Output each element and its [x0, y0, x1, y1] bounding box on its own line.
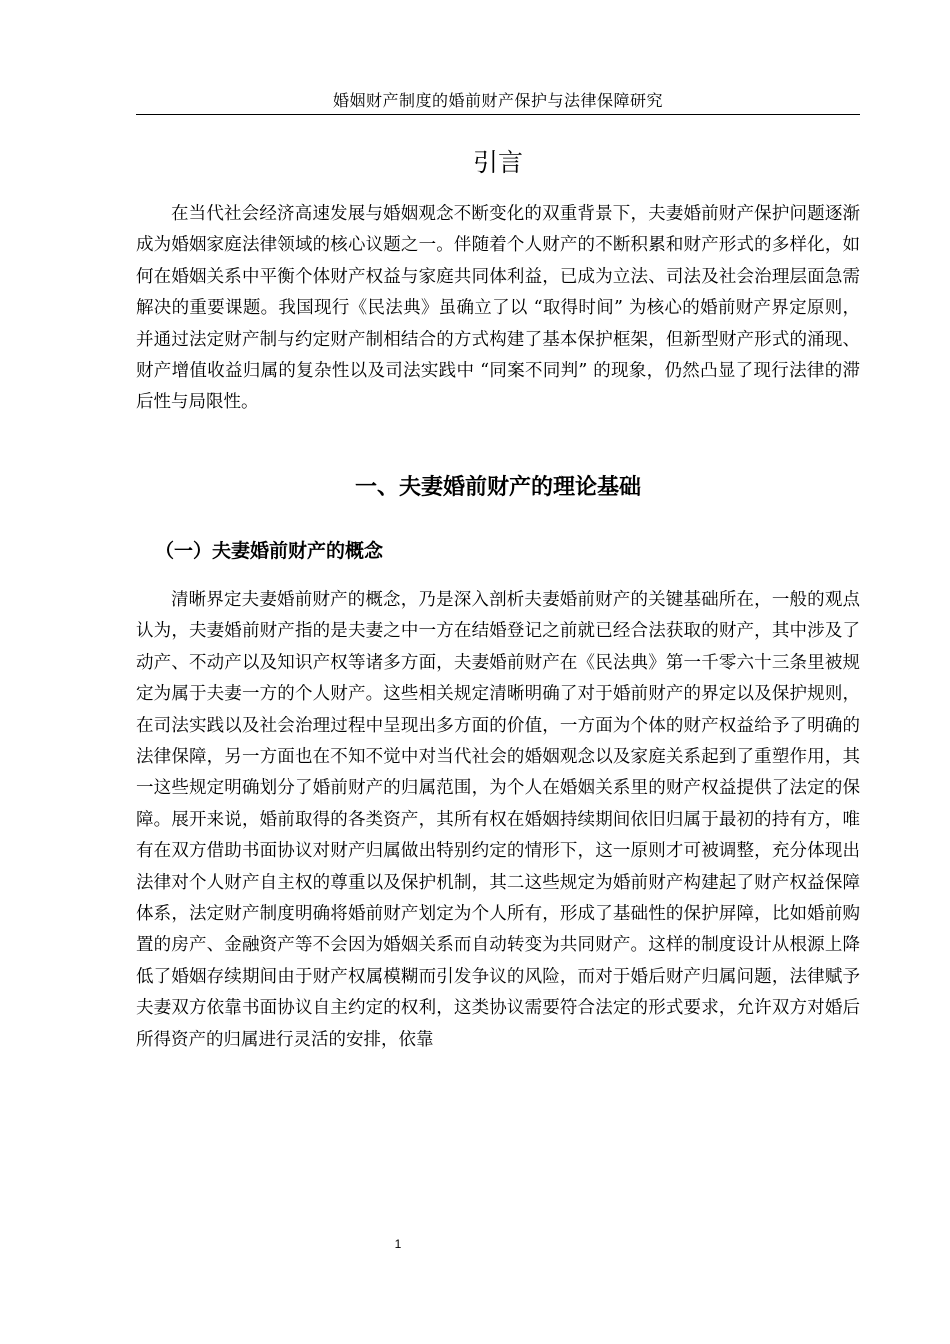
page-number: 1 [394, 1237, 402, 1251]
intro-title: 引言 [472, 148, 523, 177]
intro-paragraph: 在当代社会经济高速发展与婚姻观念不断变化的双重背景下，夫妻婚前财产保护问题逐渐成为婚姻家庭法律领域的核心议题之一。伴随着个人财产的不断积累和财产形式的多样化，如何在婚姻关系中平衡个体财产权益与家庭共同体利益，已成为立法、司法及社会治理层面急需解决的重要课题。我国现行《民法典》虽确立了以 “取得时间” 为核心的婚前财产界定原则，并通过法定财产制与约定财产制相结合的方式构建了基本保护框架，但新型财产形式的涌现、财产增值收益归属的复杂性以及司法实践中 “同案不同判” 的现象，仍然凸显了现行法律的滞后性与局限性。 [136, 204, 860, 413]
section-1-heading: 一、夫妻婚前财产的理论基础 [354, 475, 641, 500]
subsection-1-heading: （一）夫妻婚前财产的概念 [155, 540, 384, 562]
subsection-1-paragraph: 清晰界定夫妻婚前财产的概念，乃是深入剖析夫妻婚前财产的关键基础所在，一般的观点认为，夫妻婚前财产指的是夫妻之中一方在结婚登记之前就已经合法获取的财产，其中涉及了动产、不动产以及知识产权等诸多方面，夫妻婚前财产在《民法典》第一千零六十三条里被规定为属于夫妻一方的个人财产。这些相关规定清晰明确了对于婚前财产的界定以及保护规则，在司法实践以及社会治理过程中呈现出多方面的价值，一方面为个体的财产权益给予了明确的法律保障，另一方面也在不知不觉中对当代社会的婚姻观念以及家庭关系起到了重塑作用，其一这些规定明确划分了婚前财产的归属范围，为个人在婚姻关系里的财产权益提供了法定的保障。展开来说，婚前取得的各类资产，其所有权在婚姻持续期间依旧归属于最初的持有方，唯有在双方借助书面协议对财产归属做出特别约定的情形下，这一原则才可被调整，充分体现出法律对个人财产自主权的尊重以及保护机制，其二这些规定为婚前财产构建起了财产权益保障体系，法定财产制度明确将婚前财产划定为个人所有，形成了基础性的保护屏障，比如婚前购置的房产、金融资产等不会因为婚姻关系而自动转变为共同财产。这样的制度设计从根源上降低了婚姻存续期间由于财产权属模糊而引发争议的风险，而对于婚后财产归属问题，法律赋予夫妻双方依靠书面协议自主约定的权利，这类协议需要符合法定的形式要求，允许双方对婚后所得资产的归属进行灵活的安排，依靠 [136, 590, 860, 1050]
running-header: 婚姻财产制度的婚前财产保护与法律保障研究 [136, 88, 860, 115]
